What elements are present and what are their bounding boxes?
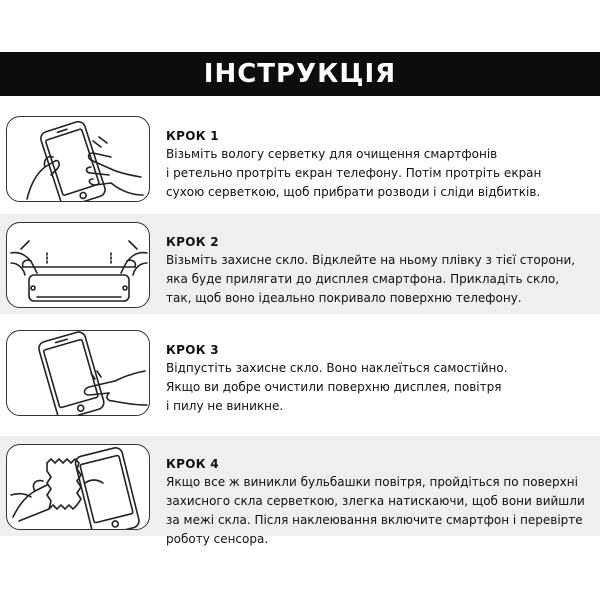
step-2-illustration — [6, 222, 150, 308]
step-3-illustration — [6, 330, 150, 416]
step-text-line: Відпустіть захисне скло. Воно наклеїться самостійно. — [166, 361, 508, 375]
hands-applying-glass-icon — [7, 223, 150, 308]
header-bar — [0, 52, 600, 96]
step-2-text — [166, 234, 594, 308]
step-text-line: захисного скла серветкою, злегка натискаючи, щоб вони вийшли — [166, 494, 585, 508]
step-text-line: так, щоб воно ідеально покривало поверхню телефону. — [166, 291, 522, 305]
step-text-line: яка буде прилягати до дисплея смартфона. Прикладіть скло, — [166, 272, 560, 286]
step-4-text — [166, 456, 594, 549]
step-1 — [0, 108, 600, 208]
step-text-line: сухою серветкою, щоб прибрати розводи і сліди відбитків. — [166, 185, 541, 199]
step-title: КРОК 2 — [166, 235, 219, 249]
step-text-line: Якщо все ж виникли бульбашки повітря, пройдіться по поверхні — [166, 475, 578, 489]
step-text-line: Візьміть вологу серветку для очищення смартфонів — [166, 147, 498, 161]
step-title: КРОК 4 — [166, 457, 219, 471]
step-1-text — [166, 128, 594, 202]
step-3-text — [166, 342, 594, 416]
step-3 — [0, 322, 600, 422]
step-title: КРОК 3 — [166, 343, 219, 357]
step-text-line: і пилу не виникне. — [166, 399, 284, 413]
step-title: КРОК 1 — [166, 129, 219, 143]
step-1-illustration — [6, 116, 150, 202]
step-4-illustration — [6, 444, 150, 530]
step-text-line: і ретельно протріть екран телефону. Потім протріть екран — [166, 166, 542, 180]
step-4 — [0, 436, 600, 546]
hand-wiping-phone-icon — [7, 117, 150, 202]
step-text-line: Якщо ви добре очистили поверхню дисплея, повітря — [166, 380, 502, 394]
finger-pressing-phone-icon — [7, 331, 150, 416]
page-title: ІНСТРУКЦІЯ — [203, 59, 397, 89]
step-text-line: роботу сенсора. — [166, 532, 269, 546]
hand-cloth-phone-icon — [7, 445, 150, 530]
step-2 — [0, 214, 600, 314]
step-text-line: за межі скла. Після наклеювання включите смартфон і перевірте — [166, 513, 583, 527]
step-text-line: Візьміть захисне скло. Відклейте на ньому плівку з тієї сторони, — [166, 253, 576, 267]
